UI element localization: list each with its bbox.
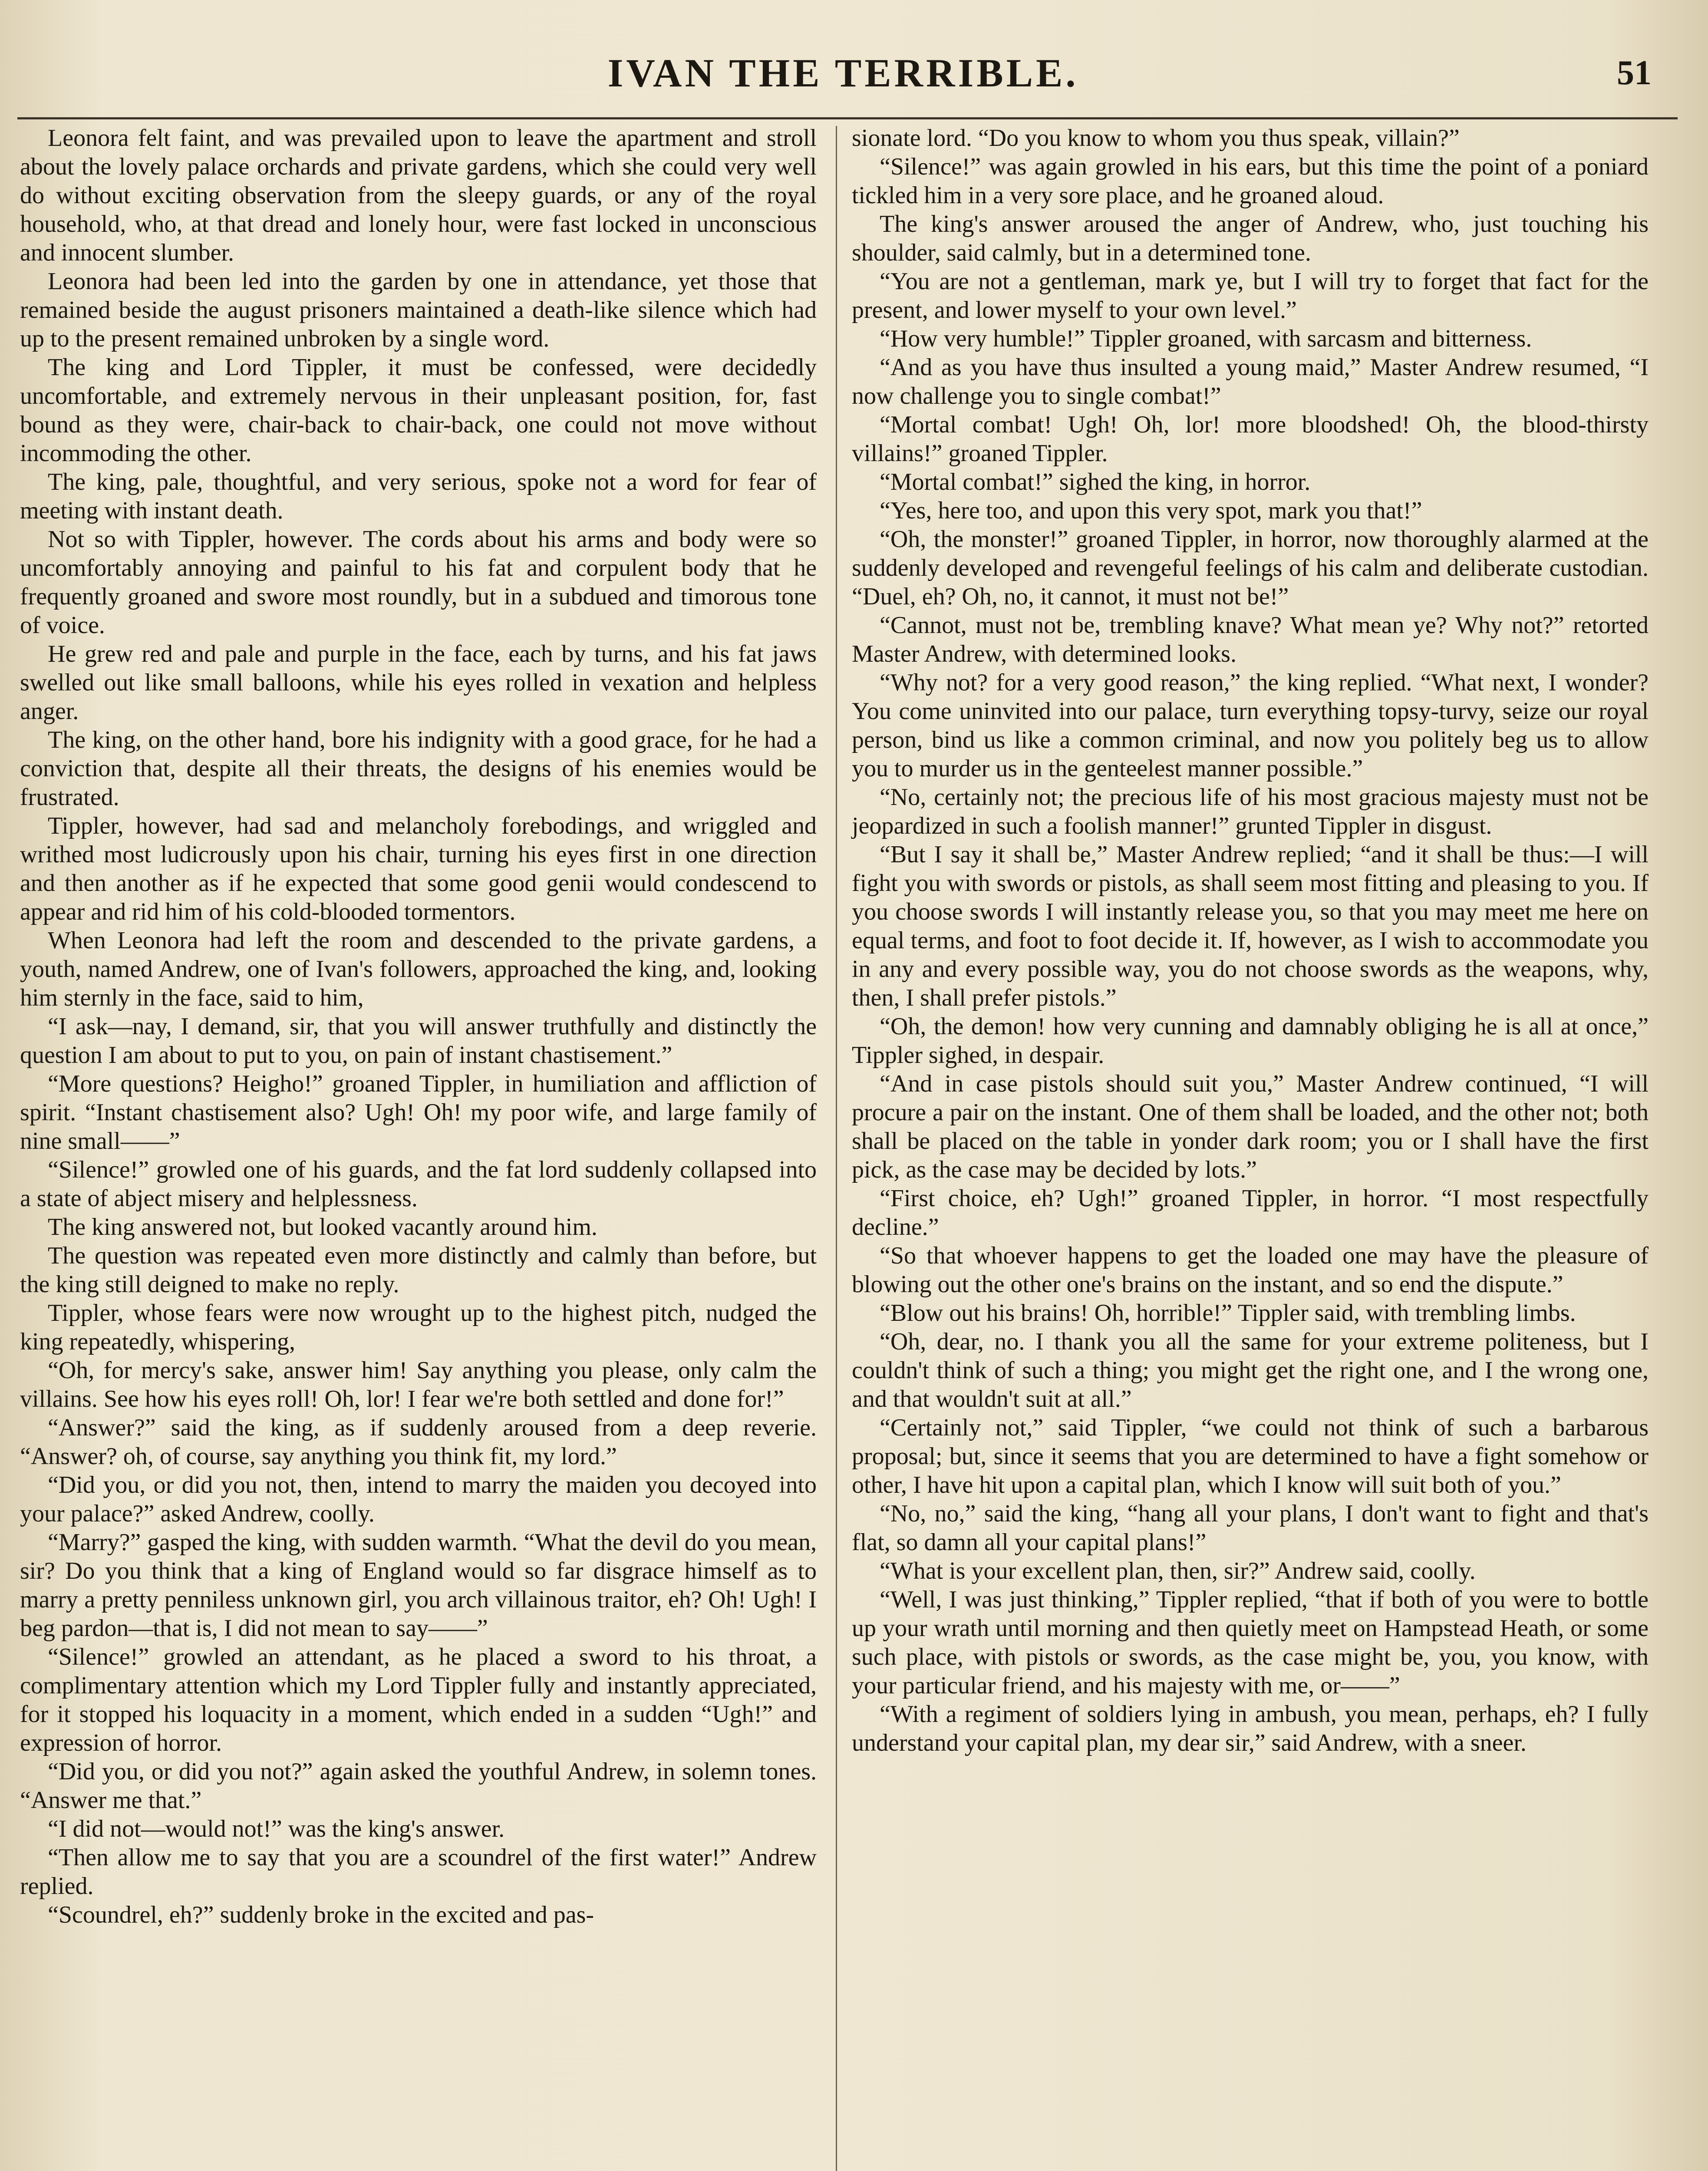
paragraph: “Well, I was just thinking,” Tippler replied, “that if both of you were to bottle up your wrath until morning and then quietly meet on Hampstead Heath, or some such place, with pistols or swords, as the case might be, you, you know, with your particular friend, and his majesty with me, or——” — [852, 1586, 1649, 1699]
paragraph: “No, certainly not; the precious life of his most gracious majesty must not be jeopardized in such a foolish manner!” grunted Tippler in disgust. — [852, 784, 1649, 839]
paragraph: The question was repeated even more distinctly and calmly than before, but the king still deigned to make no reply. — [20, 1242, 817, 1298]
column-divider — [836, 126, 837, 2171]
paragraph: Tippler, whose fears were now wrought up to the highest pitch, nudged the king repeatedly, whispering, — [20, 1300, 817, 1355]
paragraph: He grew red and pale and purple in the face, each by turns, and his fat jaws swelled out like small balloons, while his eyes rolled in vexation and helpless anger. — [20, 640, 817, 725]
paragraph: The king's answer aroused the anger of Andrew, who, just touching his shoulder, said calmly, but in a determined tone. — [852, 211, 1649, 266]
paragraph: The king, on the other hand, bore his indignity with a good grace, for he had a conviction that, despite all their threats, the designs of his enemies would be frustrated. — [20, 726, 817, 811]
paragraph: “What is your excellent plan, then, sir?” Andrew said, coolly. — [880, 1557, 1476, 1584]
paragraph: “Silence!” growled one of his guards, and the fat lord suddenly collapsed into a state of abject misery and helplessness. — [20, 1156, 817, 1212]
paragraph: “Answer?” said the king, as if suddenly aroused from a deep reverie. “Answer? oh, of course, say anything you think fit, my lord.” — [20, 1414, 817, 1470]
running-header — [17, 47, 1669, 99]
paragraph: “Silence!” was again growled in his ears, but this time the point of a poniard tickled him in a very sore place, and he groaned aloud. — [852, 153, 1649, 209]
paragraph: “You are not a gentleman, mark ye, but I will try to forget that fact for the present, and lower myself to your own level.” — [852, 268, 1649, 323]
paragraph: “Then allow me to say that you are a scoundrel of the first water!” Andrew replied. — [20, 1844, 817, 1900]
paragraph: “Cannot, must not be, trembling knave? What mean ye? Why not?” retorted Master Andrew, with determined looks. — [852, 612, 1649, 667]
paragraph: “Oh, the demon! how very cunning and damnably obliging he is all at once,” Tippler sighed, in despair. — [852, 1013, 1649, 1069]
paragraph: Leonora had been led into the garden by one in attendance, yet those that remained beside the august prisoners maintained a death-like silence which had up to the present remained unbroken by a single word. — [20, 268, 817, 352]
paragraph: “So that whoever happens to get the loaded one may have the pleasure of blowing out the other one's brains on the instant, and so end the dispute.” — [852, 1242, 1649, 1298]
paragraph: “How very humble!” Tippler groaned, with sarcasm and bitterness. — [880, 325, 1532, 352]
paragraph: The king answered not, but looked vacantly around him. — [48, 1214, 597, 1241]
paragraph: “No, no,” said the king, “hang all your plans, I don't want to fight and that's flat, so damn all your capital plans!” — [852, 1500, 1649, 1556]
paragraph: “Did you, or did you not, then, intend to marry the maiden you decoyed into your palace?” asked Andrew, coolly. — [20, 1472, 817, 1527]
paragraph: “Why not? for a very good reason,” the king replied. “What next, I wonder? You come uninvited into our palace, turn everything topsy-turvy, seize our royal person, bind us like a common criminal, and now you politely beg us to allow you to murder us in the genteelest manner possible.” — [852, 669, 1649, 782]
paragraph: “More questions? Heigho!” groaned Tippler, in humiliation and affliction of spirit. “Instant chastisement also? Ugh! Oh! my poor wife, and large family of nine small——” — [20, 1070, 817, 1155]
paragraph: “Yes, here too, and upon this very spot, mark you that!” — [880, 497, 1422, 524]
paragraph: “Mortal combat!” sighed the king, in horror. — [880, 469, 1311, 495]
paragraph: “Scoundrel, eh?” suddenly broke in the excited and pas- — [48, 1901, 594, 1928]
paragraph: “But I say it shall be,” Master Andrew replied; “and it shall be thus:—I will fight you with swords or pistols, as shall seem most fitting and pleasing to you. If you choose swords I will instantly release you, so that you may meet me here on equal terms, and foot to foot decide it. If, however, as I wish to accommodate you in any and every possible way, you do not choose swords as the weapons, why, then, I shall prefer pistols.” — [852, 841, 1649, 1011]
paragraph: sionate lord. “Do you know to whom you thus speak, villain?” — [852, 125, 1460, 152]
paragraph: When Leonora had left the room and descended to the private gardens, a youth, named Andrew, one of Ivan's followers, approached the king, and, looking him sternly in the face, said to him, — [20, 927, 817, 1011]
paragraph: The king and Lord Tippler, it must be confessed, were decidedly uncomfortable, and extremely nervous in their unpleasant position, for, fast bound as they were, chair-back to chair-back, one could not move without incommoding the other. — [20, 354, 817, 467]
text-column-right — [852, 124, 1649, 2171]
paragraph: “Mortal combat! Ugh! Oh, lor! more bloodshed! Oh, the blood-thirsty villains!” groaned Tippler. — [852, 411, 1649, 467]
page-title: IVAN THE TERRIBLE. — [607, 51, 1079, 95]
paragraph: The king, pale, thoughtful, and very serious, spoke not a word for fear of meeting with instant death. — [20, 469, 817, 524]
paragraph: “Certainly not,” said Tippler, “we could not think of such a barbarous proposal; but, since it seems that you are determined to have a fight somehow or other, I have hit upon a capital plan, which I know will suit both of you.” — [852, 1414, 1649, 1498]
paragraph: “Blow out his brains! Oh, horrible!” Tippler said, with trembling limbs. — [880, 1300, 1576, 1326]
header-rule — [17, 117, 1678, 119]
paragraph: “Oh, the monster!” groaned Tippler, in horror, now thoroughly alarmed at the suddenly developed and revengeful feelings of his calm and deliberate custodian. “Duel, eh? Oh, no, it cannot, it must not be!” — [852, 526, 1649, 610]
paragraph: “And in case pistols should suit you,” Master Andrew continued, “I will procure a pair on the instant. One of them shall be loaded, and the other not; both shall be placed on the table in yonder dark room; you or I shall have the first pick, as the case may be decided by lots.” — [852, 1070, 1649, 1183]
paragraph: “And as you have thus insulted a young maid,” Master Andrew resumed, “I now challenge you to single combat!” — [852, 354, 1649, 409]
paragraph: Not so with Tippler, however. The cords about his arms and body were so uncomfortably annoying and painful to his fat and corpulent body that he frequently groaned and swore most roundly, but in a subdued and timorous tone of voice. — [20, 526, 817, 639]
paragraph: “With a regiment of soldiers lying in ambush, you mean, perhaps, eh? I fully understand your capital plan, my dear sir,” said Andrew, with a sneer. — [852, 1701, 1649, 1756]
text-column-left — [20, 124, 817, 2171]
paragraph: “Silence!” growled an attendant, as he placed a sword to his throat, a complimentary attention which my Lord Tippler fully and instantly appreciated, for it stopped his loquacity in a moment, which ended in a sudden “Ugh!” and expression of horror. — [20, 1643, 817, 1756]
paragraph: “Oh, for mercy's sake, answer him! Say anything you please, only calm the villains. See how his eyes roll! Oh, lor! I fear we're both settled and done for!” — [20, 1357, 817, 1412]
paragraph: “Did you, or did you not?” again asked the youthful Andrew, in solemn tones. “Answer me that.” — [20, 1758, 817, 1814]
paragraph: “I did not—would not!” was the king's answer. — [48, 1815, 505, 1842]
paragraph: “Oh, dear, no. I thank you all the same for your extreme politeness, but I couldn't think of such a thing; you might get the right one, and I the wrong one, and that wouldn't suit at all.” — [852, 1328, 1649, 1412]
paragraph: Tippler, however, had sad and melancholy forebodings, and wriggled and writhed most ludicrously upon his chair, turning his eyes first in one direction and then another as if he expected that some good genii would condescend to appear and rid him of his cold-blooded tormentors. — [20, 812, 817, 925]
paragraph: “First choice, eh? Ugh!” groaned Tippler, in horror. “I most respectfully decline.” — [852, 1185, 1649, 1241]
paragraph: Leonora felt faint, and was prevailed upon to leave the apartment and stroll about the lovely palace orchards and private gardens, which she could very well do without exciting observation from the sleepy guards, or any of the royal household, who, at that dread and lonely hour, were fast locked in unconscious and innocent slumber. — [20, 125, 817, 266]
paragraph: “Marry?” gasped the king, with sudden warmth. “What the devil do you mean, sir? Do you think that a king of England would so far disgrace himself as to marry a pretty penniless unknown girl, you arch villainous traitor, eh? Oh! Ugh! I beg pardon—that is, I did not mean to say——” — [20, 1529, 817, 1642]
paragraph: “I ask—nay, I demand, sir, that you will answer truthfully and distinctly the question I am about to put to you, on pain of instant chastisement.” — [20, 1013, 817, 1069]
page-number: 51 — [1617, 54, 1652, 92]
